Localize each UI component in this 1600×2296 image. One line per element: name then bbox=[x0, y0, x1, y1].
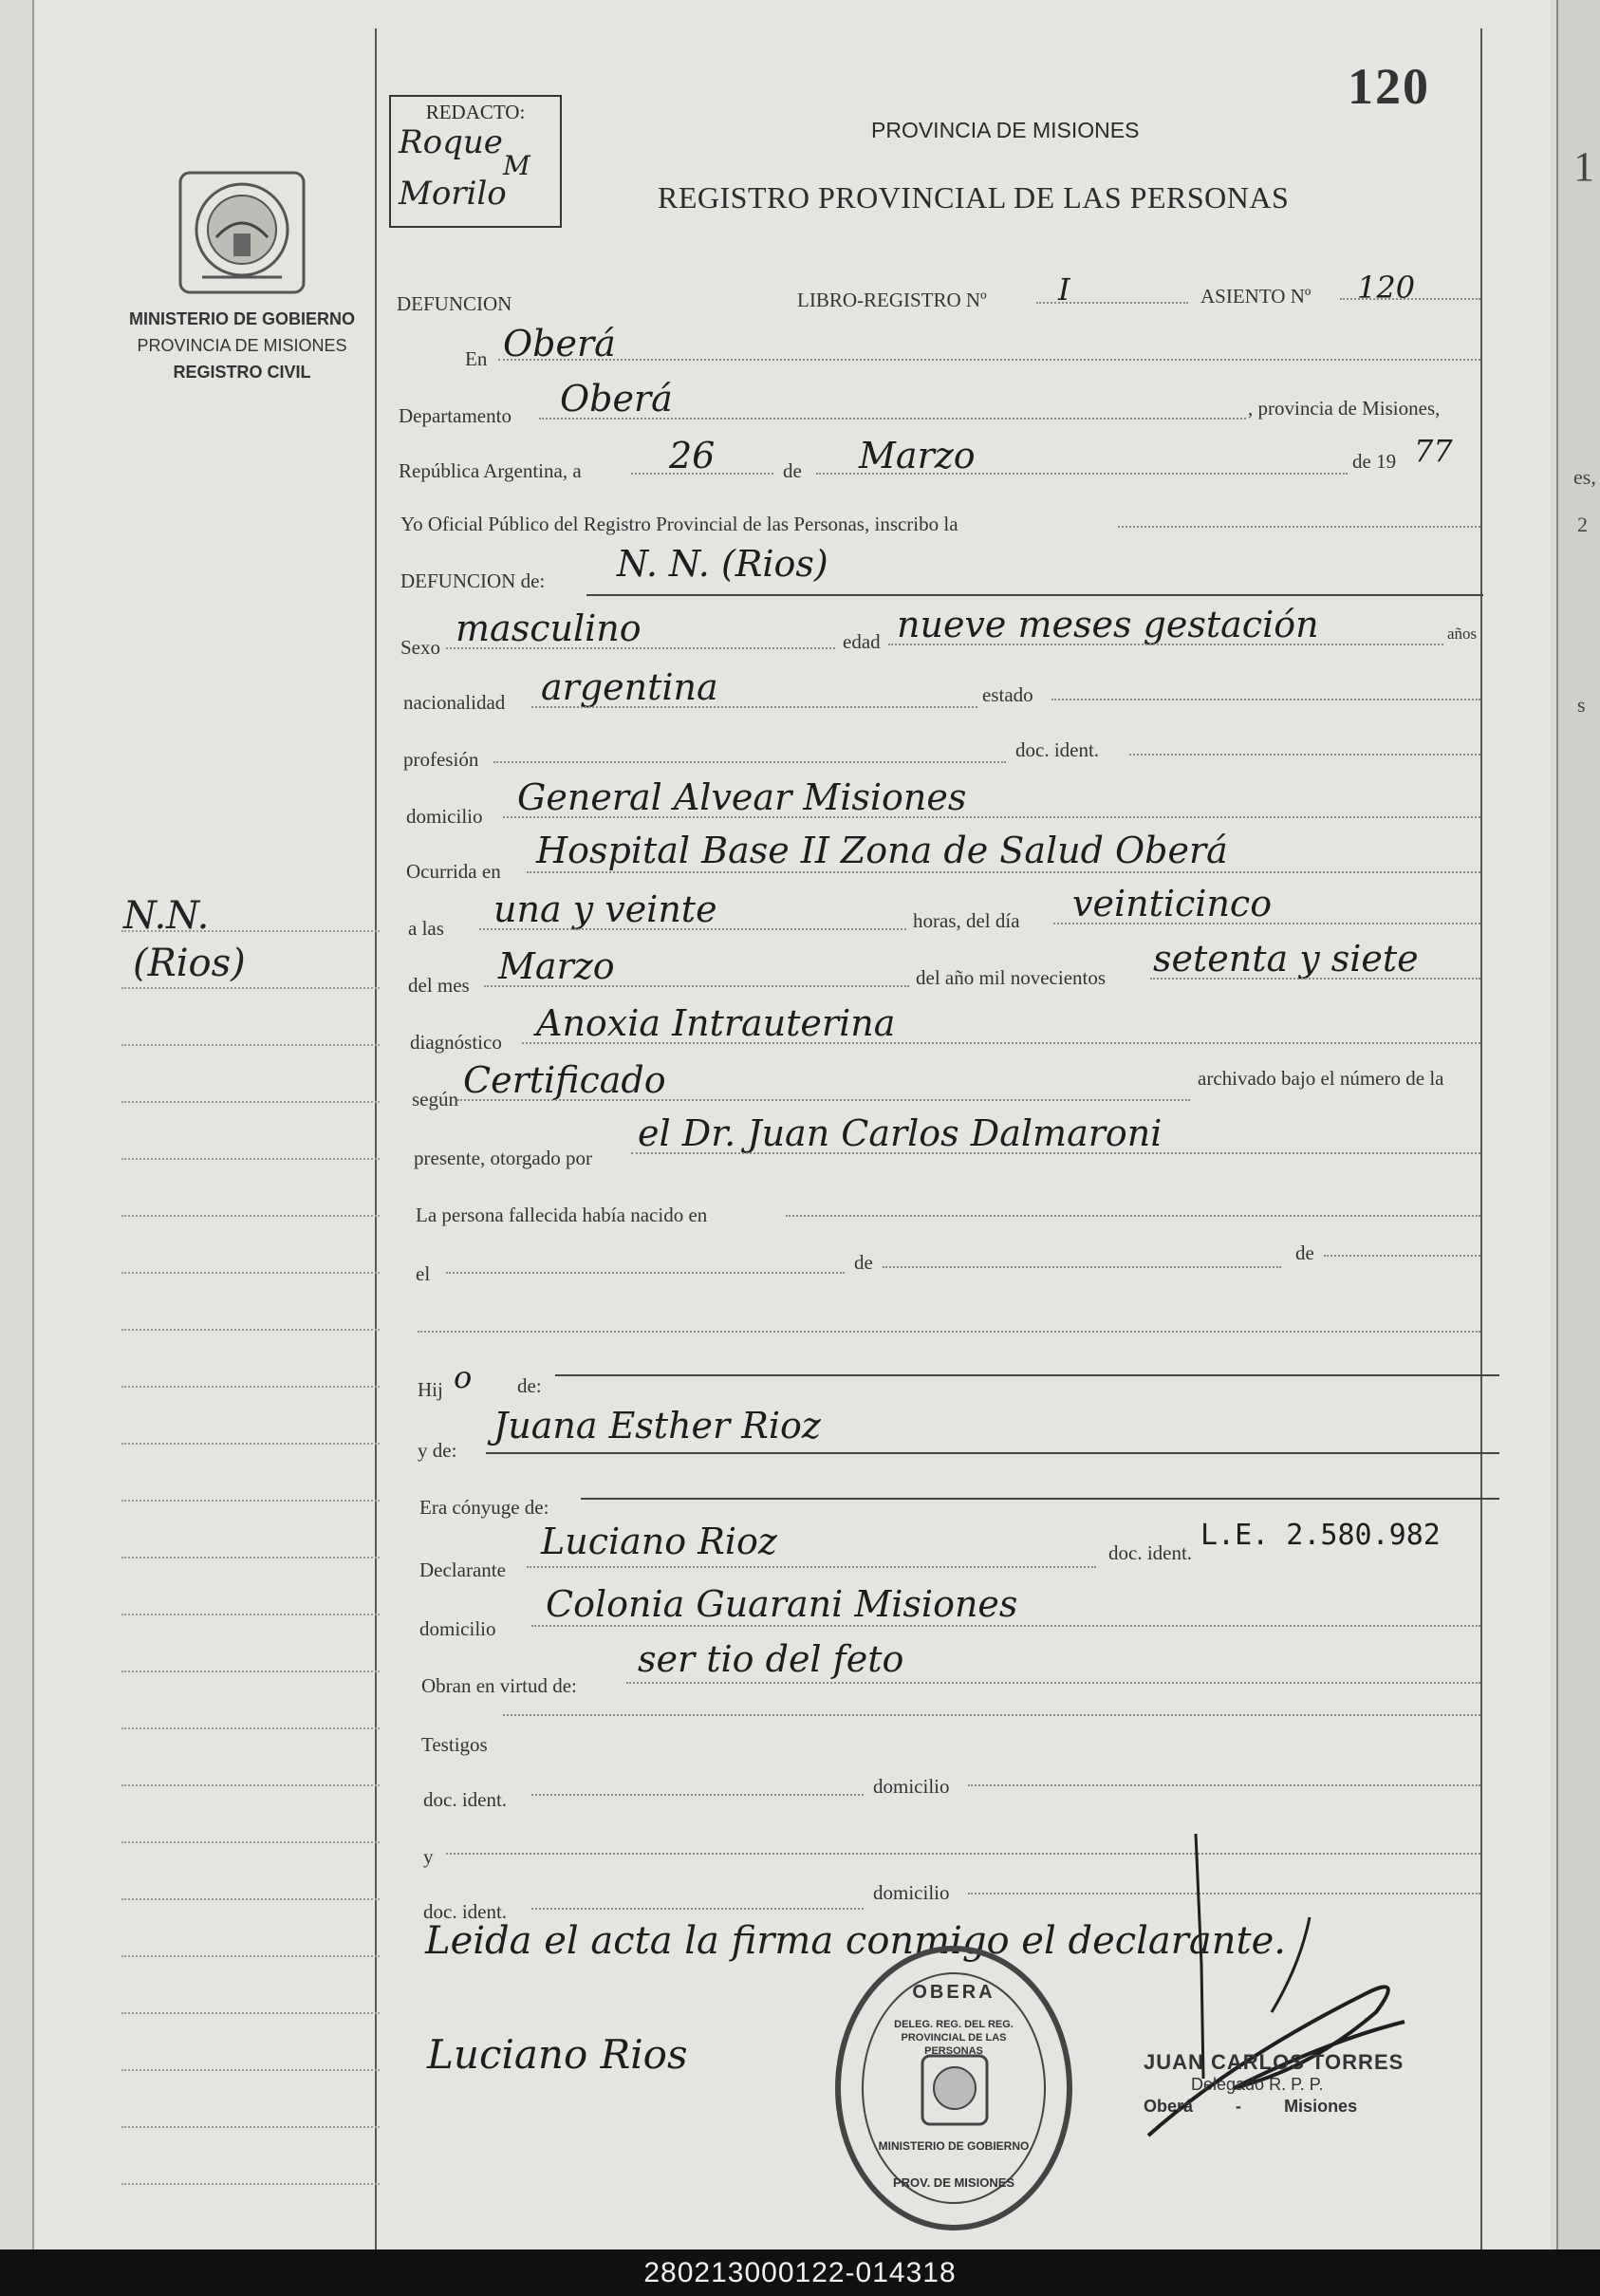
ministry-line-2: PROVINCIA DE MISIONES bbox=[137, 336, 347, 355]
signatory-name: JUAN CARLOS TORRES bbox=[1144, 2050, 1405, 2074]
de2-label: de bbox=[854, 1251, 873, 1274]
closing-text: Leida el acta la firma conmigo el declarante. bbox=[425, 1919, 1286, 1963]
profesion-label: profesión bbox=[403, 748, 479, 771]
page-number: 120 bbox=[1348, 58, 1430, 115]
nacionalidad-value: argentina bbox=[541, 666, 718, 708]
edad-value: nueve meses gestación bbox=[897, 604, 1319, 645]
y-de-value: Juana Esther Rioz bbox=[493, 1405, 821, 1447]
en-value: Oberá bbox=[503, 323, 616, 364]
domicilio4-label: domicilio bbox=[873, 1881, 950, 1904]
doc-ident-declarante-label: doc. ident. bbox=[1108, 1541, 1193, 1564]
diagnostico-value: Anoxia Intrauterina bbox=[536, 1002, 896, 1044]
declarante-label: Declarante bbox=[419, 1559, 506, 1581]
libro-value: I bbox=[1058, 271, 1070, 308]
y-de-label: y de: bbox=[418, 1439, 457, 1462]
ocurrida-value: Hospital Base II Zona de Salud Oberá bbox=[536, 830, 1228, 871]
defuncion-de-value: N. N. (Rios) bbox=[617, 543, 828, 585]
domicilio-label: domicilio bbox=[406, 805, 483, 828]
signatory-place bbox=[1144, 2097, 1404, 2117]
stamp-bottom-text-1: MINISTERIO DE GOBIERNO bbox=[878, 2139, 1030, 2153]
republica-label: República Argentina, a bbox=[399, 459, 582, 482]
diagnostico-label: diagnóstico bbox=[410, 1031, 502, 1054]
hijo-label: Hij bbox=[418, 1378, 443, 1401]
obran-label: Obran en virtud de: bbox=[421, 1674, 577, 1697]
nacido-label: La persona fallecida había nacido en bbox=[416, 1204, 708, 1226]
estado-label: estado bbox=[982, 683, 1033, 706]
official-stamp bbox=[835, 1946, 1072, 2231]
conyuge-label: Era cónyuge de: bbox=[419, 1496, 549, 1519]
domicilio2-label: domicilio bbox=[419, 1617, 496, 1640]
a-las-value: una y veinte bbox=[493, 888, 717, 930]
segun-label: según bbox=[412, 1088, 458, 1111]
signatory-place-separator: - bbox=[1236, 2097, 1242, 2116]
doc-ident-label: doc. ident. bbox=[1015, 738, 1100, 761]
ministry-block bbox=[104, 306, 380, 385]
margin-rule-right bbox=[1480, 28, 1482, 2249]
asiento-value: 120 bbox=[1357, 270, 1416, 306]
departamento-label: Departamento bbox=[399, 404, 512, 427]
departamento-value: Oberá bbox=[560, 378, 673, 420]
y-label: y bbox=[423, 1845, 434, 1868]
stamp-emblem-icon bbox=[919, 2052, 991, 2128]
anio-mil-label: del año mil novecientos bbox=[916, 966, 1107, 989]
redacto-handwriting-3: Morilo bbox=[399, 175, 507, 213]
presente-value: el Dr. Juan Carlos Dalmaroni bbox=[638, 1112, 1163, 1154]
signatory-place-left: Oberá bbox=[1144, 2097, 1194, 2116]
horas-label: horas, del día bbox=[913, 909, 1020, 932]
del-mes-label: del mes bbox=[408, 974, 470, 997]
margin-annotation-line-1: N.N. bbox=[123, 894, 210, 938]
mes-value: Marzo bbox=[859, 435, 976, 476]
doc-ident4-label: doc. ident. bbox=[423, 1900, 508, 1923]
image-id-footer: 280213000122-014318 bbox=[0, 2249, 1600, 2296]
registry-title: REGISTRO PROVINCIAL DE LAS PERSONAS bbox=[658, 180, 1290, 215]
redacto-handwriting-2: M bbox=[503, 150, 530, 181]
presente-label: presente, otorgado por bbox=[414, 1147, 592, 1169]
asiento-label: ASIENTO Nº bbox=[1200, 285, 1312, 308]
doc-ident-declarante-value: L.E. 2.580.982 bbox=[1200, 1519, 1441, 1552]
redacto-handwriting-1: Roque bbox=[399, 123, 503, 161]
dia-value: 26 bbox=[669, 435, 716, 476]
signatory-role: Delegado R. P. P. bbox=[1191, 2075, 1324, 2094]
margin-annotation-line-2: (Rios) bbox=[133, 942, 246, 985]
redacto-box bbox=[389, 95, 562, 228]
anio-mil-value: setenta y siete bbox=[1153, 938, 1419, 980]
signatory-place-right: Misiones bbox=[1284, 2097, 1358, 2116]
coat-of-arms-icon bbox=[178, 171, 306, 294]
archivado-label: archivado bajo el número de la bbox=[1198, 1067, 1444, 1090]
testigos-label: Testigos bbox=[421, 1733, 488, 1756]
edad-label: edad bbox=[843, 630, 881, 653]
libro-label: LIBRO-REGISTRO Nº bbox=[797, 289, 987, 311]
province-title: PROVINCIA DE MISIONES bbox=[871, 118, 1140, 142]
segun-value: Certificado bbox=[463, 1059, 666, 1101]
dia-texto: veinticinco bbox=[1072, 883, 1273, 924]
ministry-line-1: MINISTERIO DE GOBIERNO bbox=[128, 309, 356, 328]
adjacent-page-edge: 1 es, 2 s bbox=[1556, 0, 1600, 2249]
anio-prefix: de 19 bbox=[1352, 450, 1397, 473]
provincia-suffix: , provincia de Misiones, bbox=[1248, 397, 1441, 420]
defuncion-de-label: DEFUNCION de: bbox=[400, 569, 546, 592]
anio-value: 77 bbox=[1414, 433, 1453, 469]
record-type: DEFUNCION bbox=[397, 292, 512, 315]
domicilio2-value: Colonia Guarani Misiones bbox=[546, 1583, 1018, 1625]
doc-ident3-label: doc. ident. bbox=[423, 1788, 508, 1811]
a-las-label: a las bbox=[408, 917, 444, 940]
el-label: el bbox=[416, 1262, 431, 1285]
de-label: de bbox=[783, 459, 802, 482]
stamp-top-text: OBERA bbox=[912, 1982, 995, 2003]
ministry-line-3: REGISTRO CIVIL bbox=[173, 363, 311, 382]
domicilio3-label: domicilio bbox=[873, 1775, 950, 1798]
sexo-label: Sexo bbox=[400, 636, 440, 659]
sexo-value: masculino bbox=[456, 607, 642, 649]
stamp-left-text: DELEG. REG. DEL REG. PROVINCIAL DE LAS PERSONAS bbox=[894, 2019, 1014, 2057]
nacionalidad-label: nacionalidad bbox=[403, 691, 506, 714]
margin-annotation bbox=[123, 892, 246, 987]
signatory-block bbox=[1144, 2050, 1404, 2117]
stamp-bottom-text-2: PROV. DE MISIONES bbox=[892, 2175, 1015, 2190]
en-label: En bbox=[465, 347, 488, 370]
declarante-value: Luciano Rioz bbox=[541, 1521, 777, 1562]
hijo-de-label: de: bbox=[517, 1374, 542, 1397]
declarante-signature: Luciano Rios bbox=[427, 2031, 688, 2078]
obran-value: ser tio del feto bbox=[638, 1638, 904, 1680]
oficial-text: Yo Oficial Público del Registro Provincial de las Personas, inscribo la bbox=[400, 513, 958, 535]
de3-label: de bbox=[1295, 1241, 1314, 1264]
hijo-suffix: o bbox=[454, 1359, 473, 1395]
redacto-label: REDACTO: bbox=[425, 101, 526, 123]
del-mes-value: Marzo bbox=[498, 945, 615, 987]
ocurrida-label: Ocurrida en bbox=[406, 860, 501, 883]
domicilio-value: General Alvear Misiones bbox=[517, 776, 967, 818]
anos-label: años bbox=[1447, 625, 1478, 643]
